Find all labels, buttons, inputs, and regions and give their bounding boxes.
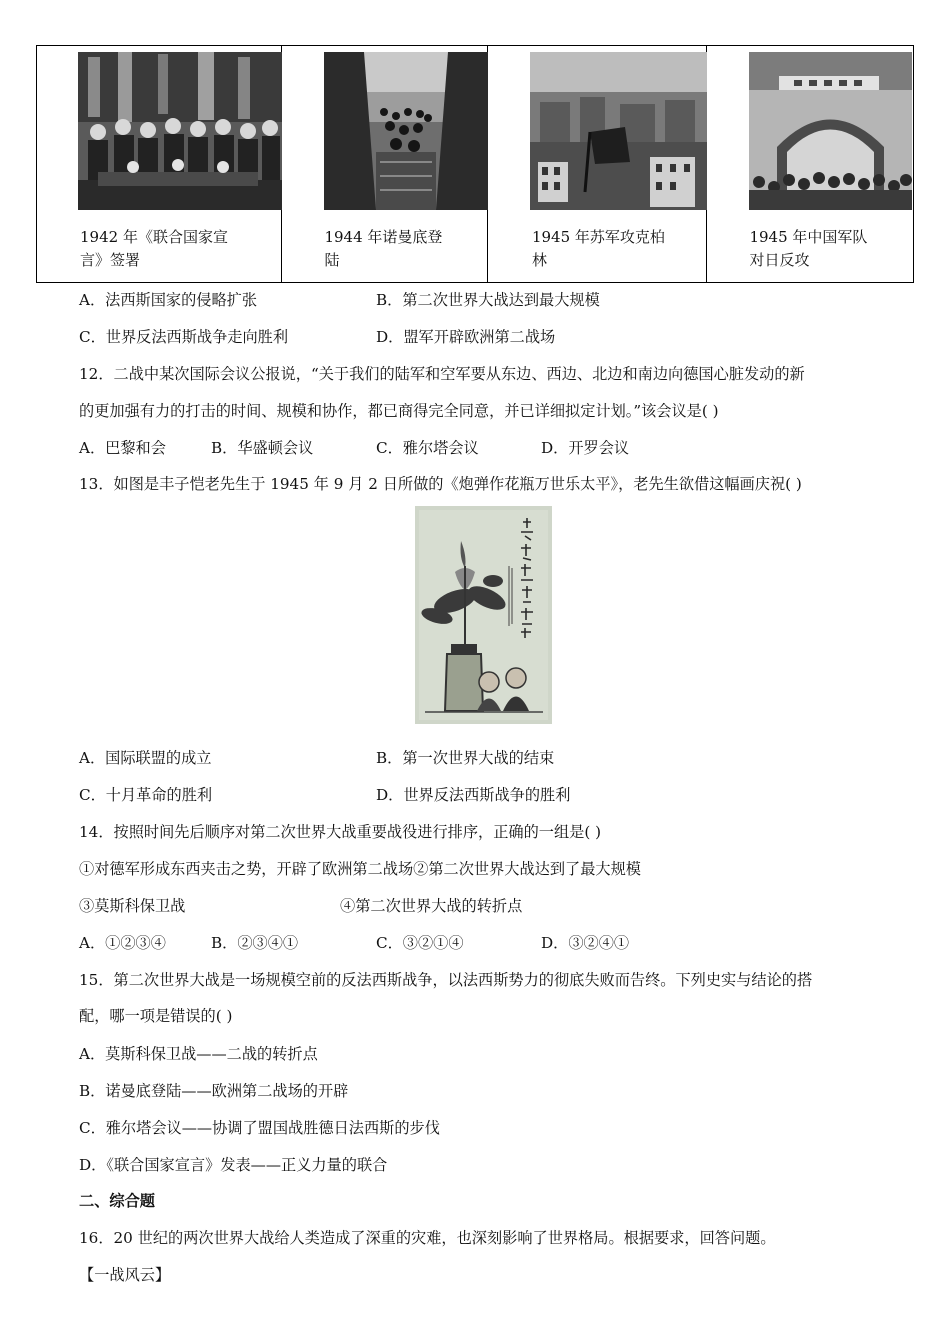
photo-declaration-signing (78, 52, 282, 210)
caption-line: 陆 (324, 251, 340, 269)
q12-stem-line2: 的更加强有力的打击的时间、规模和协作，都已商得完全同意，并已详细拟定计划。”该会议是( ) (79, 402, 719, 420)
photo-normandy-landing (324, 52, 488, 210)
photo-cell-1944 (282, 46, 488, 282)
photo-caption-1942 (80, 226, 228, 272)
q14-item-4: ④第二次世界大战的转折点 (340, 897, 523, 915)
q15-option-b: B．诺曼底登陆——欧洲第二战场的开辟 (79, 1082, 349, 1100)
q13-option-c: C．十月革命的胜利 (79, 786, 213, 804)
photo-china-counteroffensive (749, 52, 912, 210)
photo-caption-1945-china (749, 226, 867, 272)
caption-line: 1944 年诺曼底登 (324, 228, 443, 246)
photo-caption-1944 (324, 226, 442, 272)
caption-line: 1945 年中国军队 (749, 228, 868, 246)
q12-option-a: A．巴黎和会 (79, 439, 166, 457)
photo-berlin-capture (530, 52, 707, 210)
q12-option-c: C．雅尔塔会议 (376, 439, 479, 457)
q12-stem-line1: 12．二战中某次国际会议公报说，“关于我们的陆军和空军要从东边、西边、北边和南边向德国心脏发动的新 (79, 365, 805, 383)
q13-stem: 13．如图是丰子恺老先生于 1945 年 9 月 2 日所做的《炮弹作花瓶万世乐太平》，老先生欲借这幅画庆祝( ) (79, 475, 802, 493)
photo-cell-1942 (37, 46, 282, 282)
q11-option-c: C．世界反法西斯战争走向胜利 (79, 328, 289, 346)
caption-line: 1942 年《联合国家宣 (80, 228, 228, 246)
sub-heading: 【一战风云】 (79, 1266, 171, 1284)
q12-option-b: B．华盛顿会议 (211, 439, 314, 457)
q13-option-b: B．第一次世界大战的结束 (376, 749, 555, 767)
q15-option-a: A．莫斯科保卫战——二战的转折点 (79, 1045, 318, 1063)
q15-option-d: D．《联合国家宣言》发表——正义力量的联合 (79, 1156, 388, 1174)
q14-item-3: ③莫斯科保卫战 (79, 897, 186, 915)
q14-option-c: C．③②①④ (376, 934, 464, 952)
q15-stem-line2: 配，哪一项是错误的( ) (79, 1007, 233, 1025)
q14-option-d: D．③②④① (541, 934, 630, 952)
caption-line: 林 (531, 251, 547, 269)
q12-option-d: D．开罗会议 (541, 439, 630, 457)
photo-caption-1945-berlin (532, 226, 665, 272)
caption-line: 对日反攻 (749, 251, 810, 269)
q11-option-a: A．法西斯国家的侵略扩张 (79, 291, 258, 309)
q11-option-b: B．第二次世界大战达到最大规模 (376, 291, 600, 309)
q11-option-d: D．盟军开辟欧洲第二战场 (376, 328, 556, 346)
q16-stem: 16．20 世纪的两次世界大战给人类造成了深重的灾难，也深刻影响了世界格局。根据要求，回答问题。 (79, 1229, 776, 1247)
caption-line: 1945 年苏军攻克柏 (531, 228, 665, 246)
photo-cell-1945-china (707, 46, 913, 282)
photo-table (36, 45, 914, 283)
q14-option-b: B．②③④① (211, 934, 299, 952)
section-heading: 二、综合题 (79, 1192, 155, 1210)
q15-stem-line1: 15．第二次世界大战是一场规模空前的反法西斯战争，以法西斯势力的彻底失败而告终。下列史实与结论的搭 (79, 971, 813, 989)
q14-items-1-2: ①对德军形成东西夹击之势，开辟了欧洲第二战场②第二次世界大战达到了最大规模 (79, 860, 641, 878)
q14-option-a: A．①②③④ (79, 934, 166, 952)
q14-stem: 14．按照时间先后顺序对第二次世界大战重要战役进行排序，正确的一组是( ) (79, 823, 602, 841)
q15-option-c: C．雅尔塔会议——协调了盟国战胜德日法西斯的步伐 (79, 1119, 440, 1137)
painting-image (415, 506, 552, 724)
q13-option-d: D．世界反法西斯战争的胜利 (376, 786, 571, 804)
caption-line: 言》签署 (80, 251, 141, 269)
q13-option-a: A．国际联盟的成立 (79, 749, 212, 767)
photo-cell-1945-berlin (488, 46, 708, 282)
